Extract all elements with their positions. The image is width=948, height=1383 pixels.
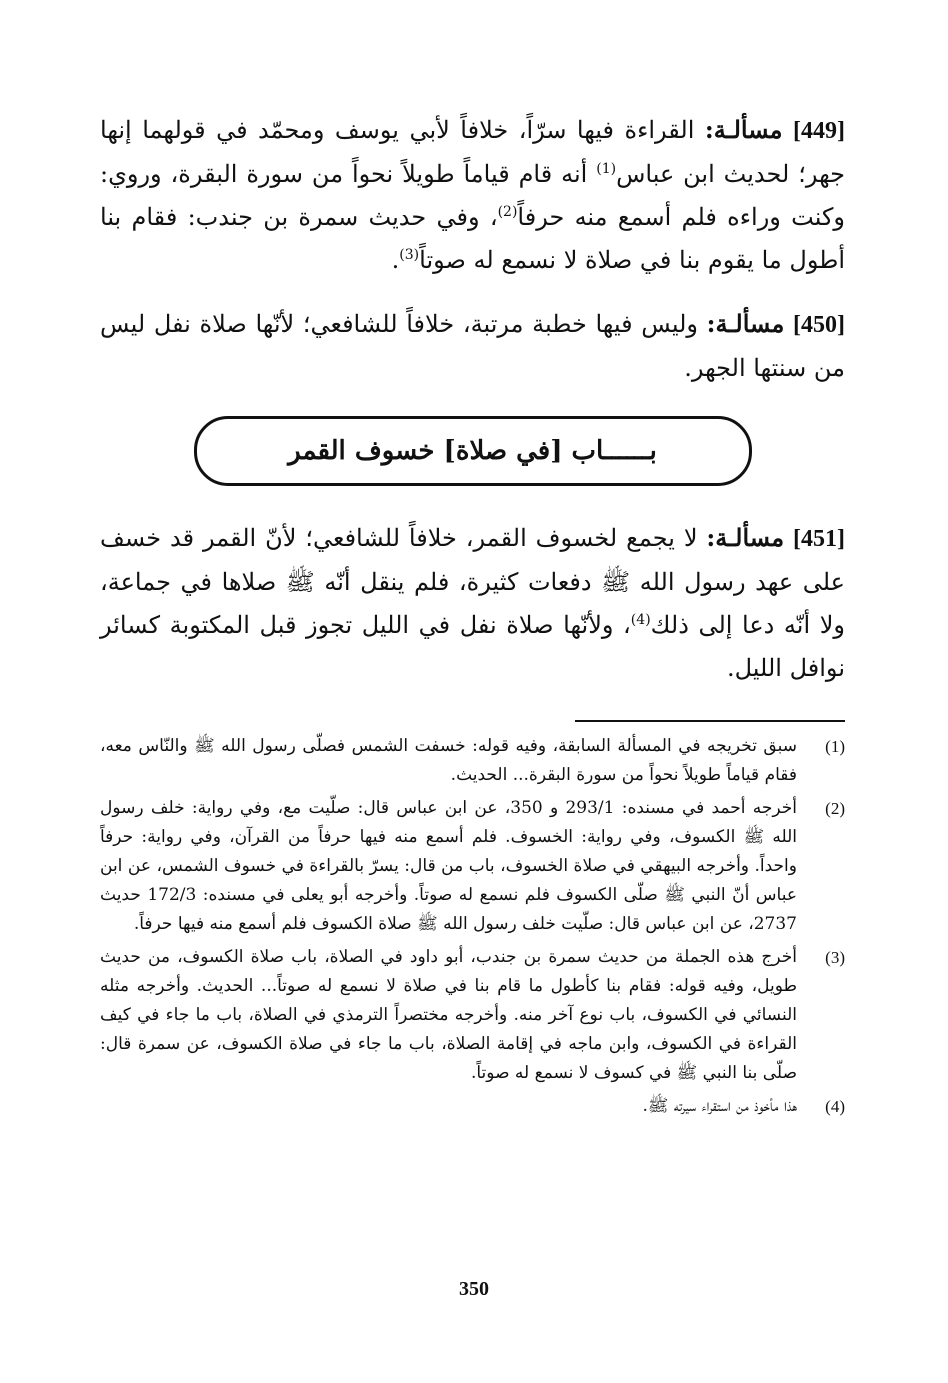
footnote [100,794,845,939]
paragraph-449 [100,108,845,282]
paragraph-451 [100,516,845,690]
page-number: 350 [459,1278,489,1300]
paragraph-text: ، وفي حديث سمرة بن جندب: فقام بنا أطول ما يقوم بنا في صلاة لا نسمع له صوتاً [100,203,845,274]
paragraph-text: ، ولأنّها صلاة نفل في الليل تجوز قبل المكتوبة كسائر نوافل الليل. [100,611,845,682]
footnote-ref[interactable]: (2) [497,204,518,220]
issue-number: [450] [793,312,845,338]
footnote-ref[interactable]: (1) [596,161,617,177]
issue-number: [451] [793,526,845,552]
paragraph-text: القراءة فيها سرّاً، خلافاً لأبي يوسف ومحمّد في قولهما إنها جهر؛ لحديث ابن عباس [100,116,845,188]
issue-number: [449] [793,118,845,144]
paragraph-text: لا يجمع لخسوف القمر، خلافاً للشافعي؛ لأنّ القمر قد خسف على عهد رسول الله ﷺ دفعات كثيرة، فلم ينقل أنّه ﷺ صلاها في جماعة، ولا أنّه دعا إلى ذلك [100,524,845,639]
issue-keyword: مسألـة: [706,523,785,552]
footnote-number: (3) [825,948,845,967]
footnotes [100,732,845,1121]
footnote-ref[interactable]: (3) [399,247,420,263]
footnote-text: هذا مأخوذ من استقراء سيرته ﷺ. [642,1096,797,1116]
paragraph-text: أنه قام قياماً طويلاً نحواً من سورة البقرة، وروي: وكنت وراءه فلم أسمع منه حرفاً [100,160,845,231]
footnote-ref[interactable]: (4) [630,612,651,628]
issue-keyword: مسألـة: [706,309,785,338]
paragraph-text: وليس فيها خطبة مرتبة، خلافاً للشافعي؛ لأنّها صلاة نفل ليس من سنتها الجهر. [100,310,845,382]
issue-keyword: مسألـة: [704,115,783,144]
footnote-text: أخرج هذه الجملة من حديث سمرة بن جندب، أبو داود في الصلاة، باب صلاة الكسوف، من حديث طويل، وفيه قوله: فقام بنا كأطول ما قام بنا في صلاة لا نسمع له صوتاً... الحديث. وأخرجه مثله النسائي في الكسوف، باب نوع آخر منه. وأخرجه مختصراً الترمذي في الصلاة، باب ما جاء في كيف القراءة في الكسوف، وابن ماجه في إقامة الصلاة، باب ما جاء في صلاة الكسوف، عن سمرة قال: صلّى بنا النبي ﷺ في كسوف لا نسمع له صوتاً. [100,947,797,1083]
footnote-number: (1) [825,737,845,756]
paragraph-450 [100,302,845,390]
page-body [100,108,845,1125]
paragraph-text: . [391,246,400,274]
footnote-text: سبق تخريجه في المسألة السابقة، وفيه قوله: خسفت الشمس فصلّى رسول الله ﷺ والنّاس معه، فقام قياماً طويلاً نحواً من سورة البقرة... الحديث. [100,736,797,785]
footnote [100,1092,845,1121]
chapter-heading-wrap [100,416,845,486]
footnote-number: (4) [825,1097,845,1116]
footnote [100,943,845,1088]
footnote [100,732,845,790]
footnote-divider [575,720,845,722]
footnote-number: (2) [825,799,845,818]
chapter-heading: بــــــاب [في صلاة] خسوف القمر [194,416,752,486]
footnote-text: أخرجه أحمد في مسنده: 293/1 و 350، عن ابن عباس قال: صلّيت مع، وفي رواية: خلف رسول الله ﷺ الكسوف، وفي رواية: الخسوف. فلم أسمع منه فيها حرفاً من القرآن، وفي رواية: حرفاً واحداً. وأخرجه البيهقي في صلاة الخسوف، باب من قال: يسرّ بالقراءة في خسوف الشمس، عن ابن عباس أنّ النبي ﷺ صلّى الكسوف فلم نسمع له صوتاً. وأخرجه أبو يعلى في مسنده: 172/3 حديث 2737، عن ابن عباس قال: صلّيت خلف رسول الله ﷺ صلاة الكسوف فلم أسمع منه فيها حرفاً. [100,798,798,934]
